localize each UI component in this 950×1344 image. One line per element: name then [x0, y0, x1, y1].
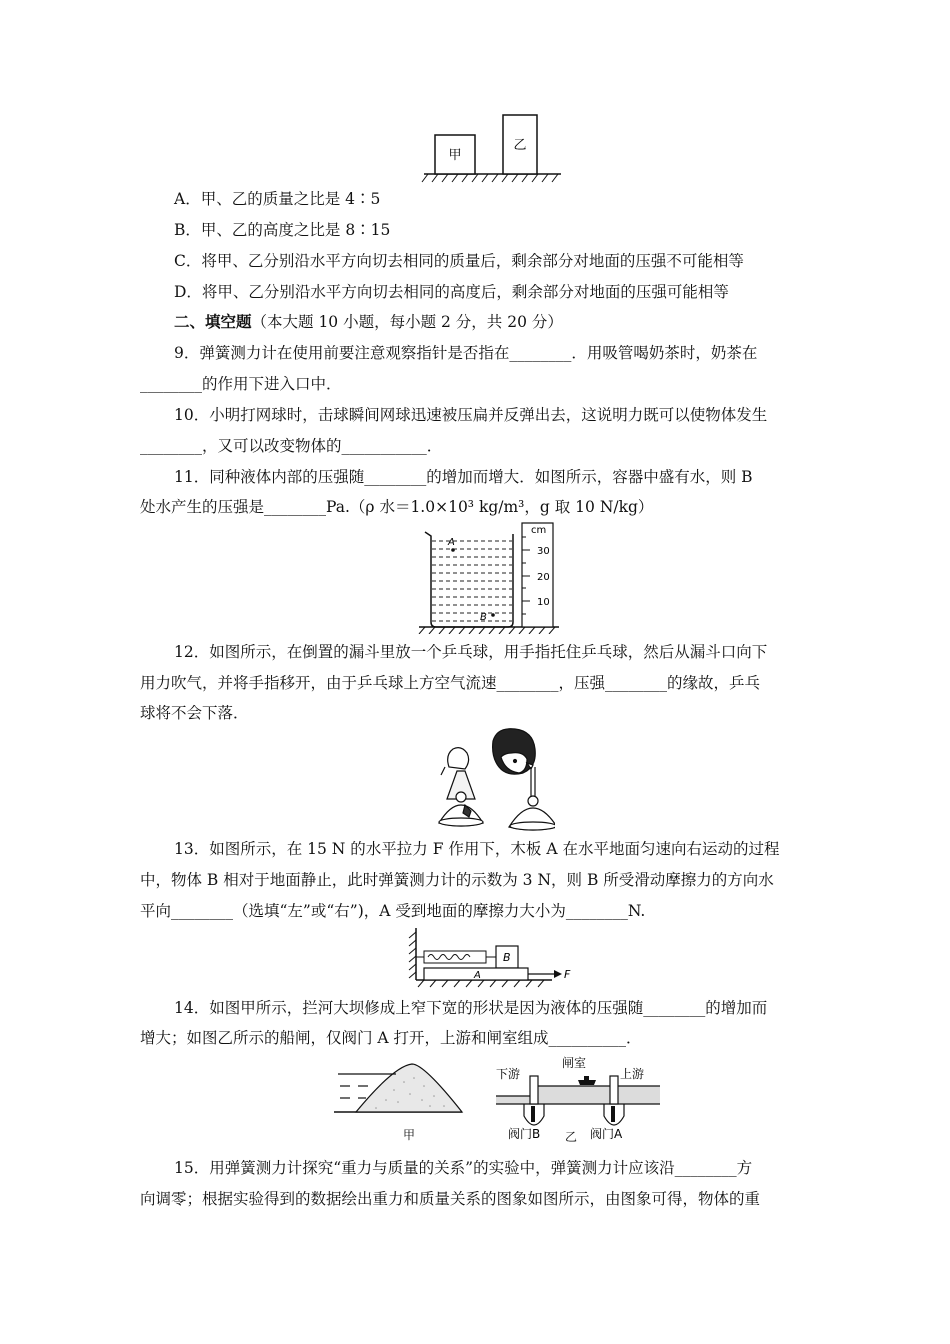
q12-line-3: 球将不会下落． [140, 704, 249, 722]
board-figure [404, 924, 578, 988]
q14-line-1: 14．如图甲所示，拦河大坝修成上窄下宽的形状是因为液体的压强随________的增加而 [174, 999, 768, 1017]
boat [578, 1080, 596, 1085]
fig-jia-caption: 甲 [403, 1128, 416, 1142]
valve-a-label: 阀门A [590, 1127, 623, 1141]
block-jia-label: 甲 [448, 148, 462, 163]
q14-line-2: 增大；如图乙所示的船闸，仅阀门 A 打开，上游和闸室组成__________． [140, 1029, 642, 1047]
q9-line-1: 9．弹簧测力计在使用前要注意观察指针是否指在________．用吸管喝奶茶时，奶茶在 [174, 344, 758, 362]
section-note: （本大题 10 小题，每小题 2 分，共 20 分） [251, 313, 563, 331]
q10-line-2: ________，又可以改变物体的___________． [140, 437, 443, 455]
point-b-label: B [480, 612, 487, 623]
dam-figure [334, 1060, 464, 1118]
chamber-label: 闸室 [562, 1056, 587, 1070]
fig-yi-caption: 乙 [565, 1130, 578, 1144]
ruler-unit: cm [531, 525, 547, 536]
q15-line-1: 15．用弹簧测力计探究“重力与质量的关系”的实验中，弹簧测力计应该沿________方 [174, 1159, 753, 1177]
q8-option-b: B．甲、乙的高度之比是 8∶15 [174, 221, 391, 239]
q8-option-c: C．将甲、乙分别沿水平方向切去相同的质量后，剩余部分对地面的压强不可能相等 [174, 252, 744, 270]
upstream-label: 上游 [620, 1067, 645, 1081]
point-a-label: A [448, 537, 455, 548]
ruler-tick-20: 20 [537, 572, 550, 583]
point-a-dot [451, 548, 455, 552]
gate-b [530, 1076, 538, 1104]
force-label: F [564, 968, 571, 981]
q11-line-2: 处水产生的压强是________Pa.（ρ 水＝1.0×10³ kg/m³，g 取 10 N/kg） [140, 498, 654, 516]
beaker-figure [415, 520, 563, 634]
block-yi-label: 乙 [513, 138, 527, 153]
q9-line-2: ________的作用下进入口中． [140, 375, 342, 393]
q10-line-1: 10．小明打网球时，击球瞬间网球迅速被压扁并反弹出去，这说明力既可以使物体发生 [174, 406, 768, 424]
dam-body [356, 1064, 462, 1112]
gate-a [610, 1076, 618, 1104]
board-a-label: A [474, 970, 481, 981]
q12-line-2: 用力吹气，并将手指移开，由于乒乓球上方空气流速________，压强________的缘故，乒乓 [140, 674, 761, 692]
q13-line-1: 13．如图所示，在 15 N 的水平拉力 F 作用下，木板 A 在水平地面匀速向右运动的过程 [174, 840, 780, 858]
q8-option-d: D．将甲、乙分别沿水平方向切去相同的高度后，剩余部分对地面的压强可能相等 [174, 283, 729, 301]
blocks-figure [420, 108, 565, 186]
ruler-tick-10: 10 [537, 597, 550, 608]
q11-line-1: 11．同种液体内部的压强随________的增加而增大．如图所示，容器中盛有水，则 B [174, 468, 753, 486]
downstream-label: 下游 [496, 1067, 521, 1081]
q8-option-a: A．甲、乙的质量之比是 4∶5 [174, 190, 381, 208]
ship-lock-figure [494, 1054, 664, 1144]
funnel-figure [435, 727, 555, 831]
q12-line-1: 12．如图所示，在倒置的漏斗里放一个乒乓球，用手指托住乒乓球，然后从漏斗口向下 [174, 643, 768, 661]
section-heading [174, 311, 563, 333]
block-b-label: B [503, 951, 511, 964]
q15-line-2: 向调零；根据实验得到的数据绘出重力和质量关系的图象如图所示，由图象可得，物体的重 [140, 1190, 761, 1208]
section-title: 二、填空题 [174, 312, 252, 331]
q13-line-3: 平向________（选填“左”或“右”)，A 受到地面的摩擦力大小为________N. [140, 902, 646, 920]
q13-line-2: 中，物体 B 相对于地面静止，此时弹簧测力计的示数为 3 N，则 B 所受滑动摩擦力的方向水 [140, 871, 774, 889]
spring-scale [424, 951, 486, 963]
point-b-dot [491, 613, 495, 617]
ruler-tick-30: 30 [537, 546, 550, 557]
valve-b-label: 阀门B [508, 1127, 541, 1141]
